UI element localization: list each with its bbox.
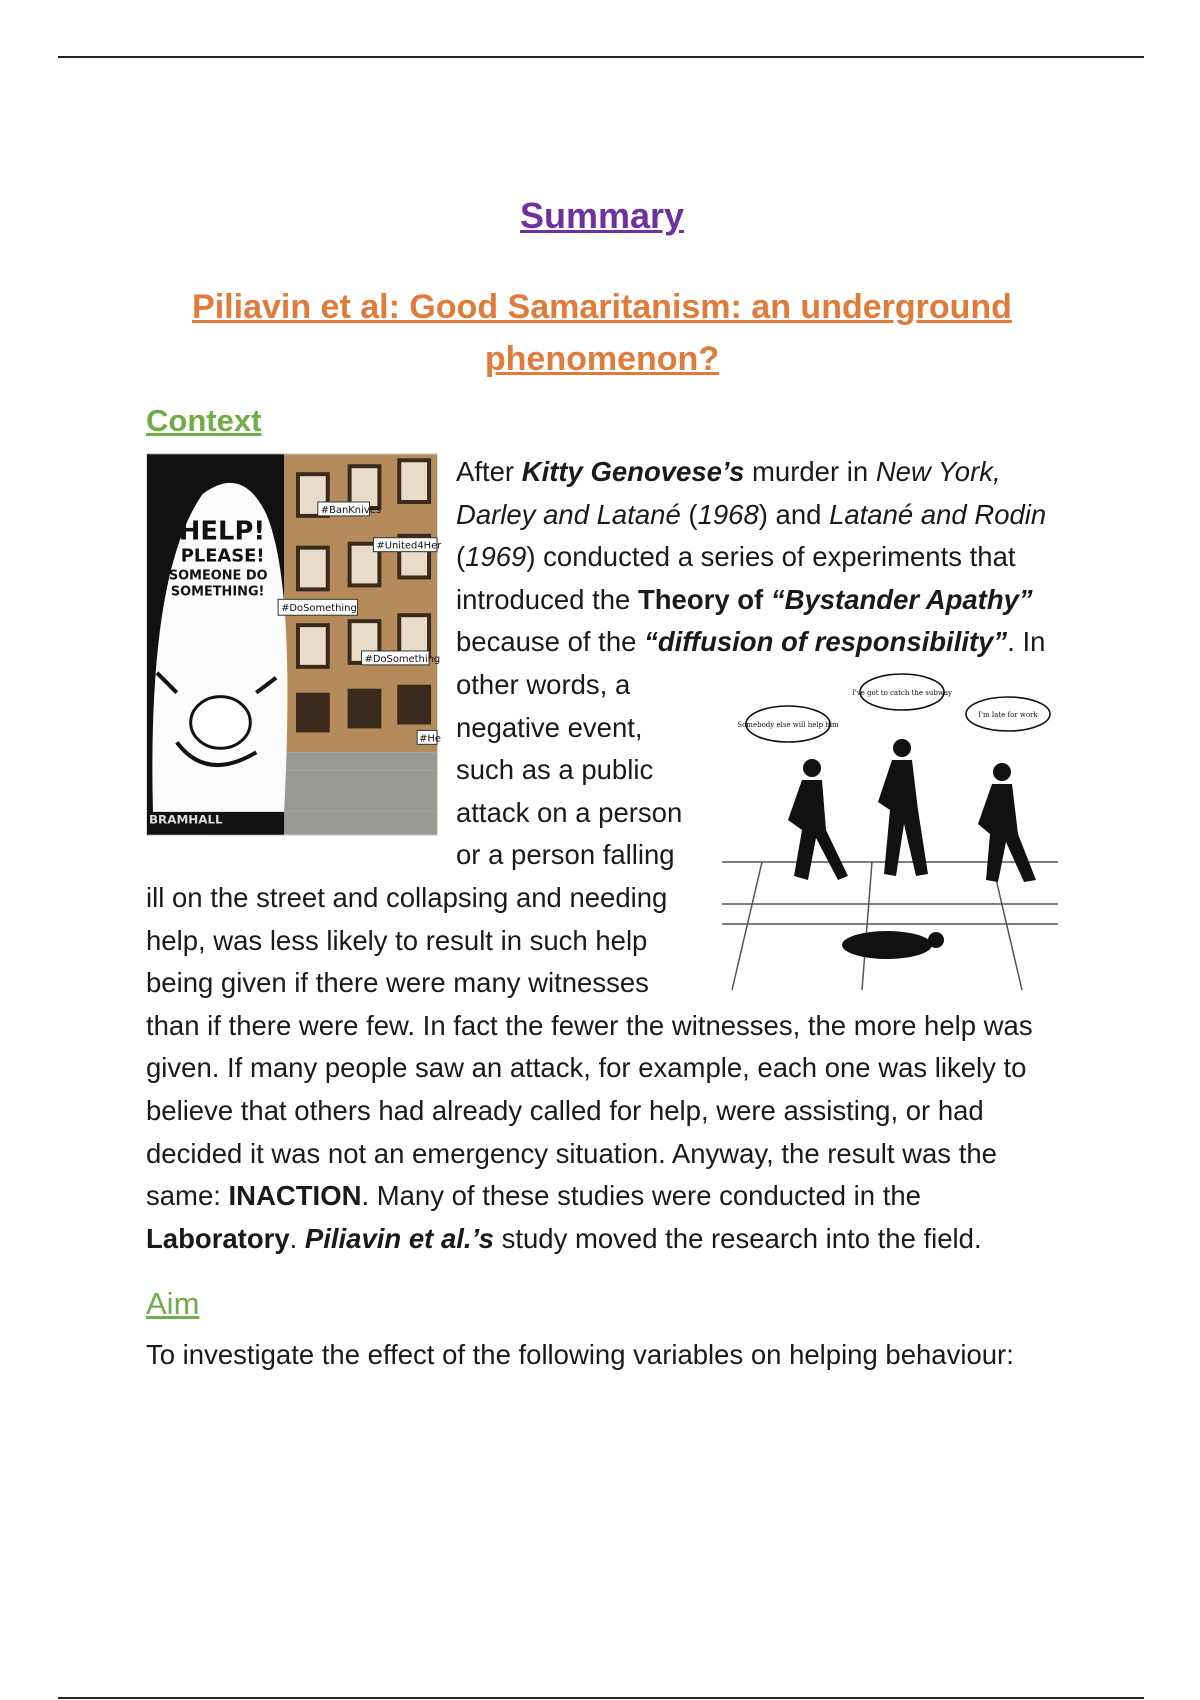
document-body — [146, 195, 1058, 1377]
speech-bubble-2: I've got to catch the subway — [852, 688, 952, 697]
tag-5: #He — [419, 733, 442, 745]
page-title: Summary — [519, 195, 685, 236]
aim-heading: Aim — [146, 1286, 200, 1322]
speech-bubble-1: Somebody else will help him — [737, 720, 839, 729]
help-text-4: SOMETHING! — [170, 584, 265, 600]
bottom-rule — [58, 1697, 1144, 1699]
help-text-1: HELP! — [178, 516, 266, 547]
document-subtitle: Piliavin et al: Good Samaritanism: an underground phenomenon? — [192, 288, 1012, 378]
help-text-3: SOMEONE DO — [168, 568, 268, 584]
tag-3: #DoSomething — [281, 603, 357, 615]
top-rule — [58, 56, 1144, 58]
context-heading: Context — [146, 403, 262, 438]
cartoon-signature: BRAMHALL — [148, 812, 223, 827]
aim-text: To investigate the effect of the following variables on helping behaviour: — [146, 1339, 1014, 1371]
tag-1: #BanKnives — [320, 504, 381, 516]
tag-4: #DoSomething — [364, 653, 441, 665]
help-text-2: PLEASE! — [180, 545, 265, 567]
walking-bystanders-image — [722, 670, 1058, 990]
speech-bubble-3: I'm late for work — [978, 710, 1038, 719]
bystander-cartoon-image — [146, 453, 442, 836]
context-paragraph: #BanKnives #United4Her #DoSomething #DoSomething #He HELP! PLEASE! SOMEONE DO SOMETHING! BRAMHALL After Kitty Genovese’s murder in New York, Darley and Latané (1968) and Latané and Rodin (1969) conducted a series of experiments that introduced the Theory of “Bystander Apathy” because of the “diffusion of responsibility” Somebody else will help him I've got to catch the subway I'm late for work . In other words, a negative event, such as a public attack on a person or a person falling ill on the street and collapsing and needing help, was less likely to result in such help being given if there were many witnesses than if there were few. In fact the fewer the witnesses, the more help was given. If many people saw an attack, for example, each one was likely to believe that others had already called for help, were assisting, or had decided it was not an emergency situation. Anyway, the result was the same: INACTION. Many of these studies were conducted in the Laboratory. Piliavin et al.’s study moved the research into the field. — [146, 451, 1058, 1260]
tag-2: #United4Her — [376, 540, 442, 552]
